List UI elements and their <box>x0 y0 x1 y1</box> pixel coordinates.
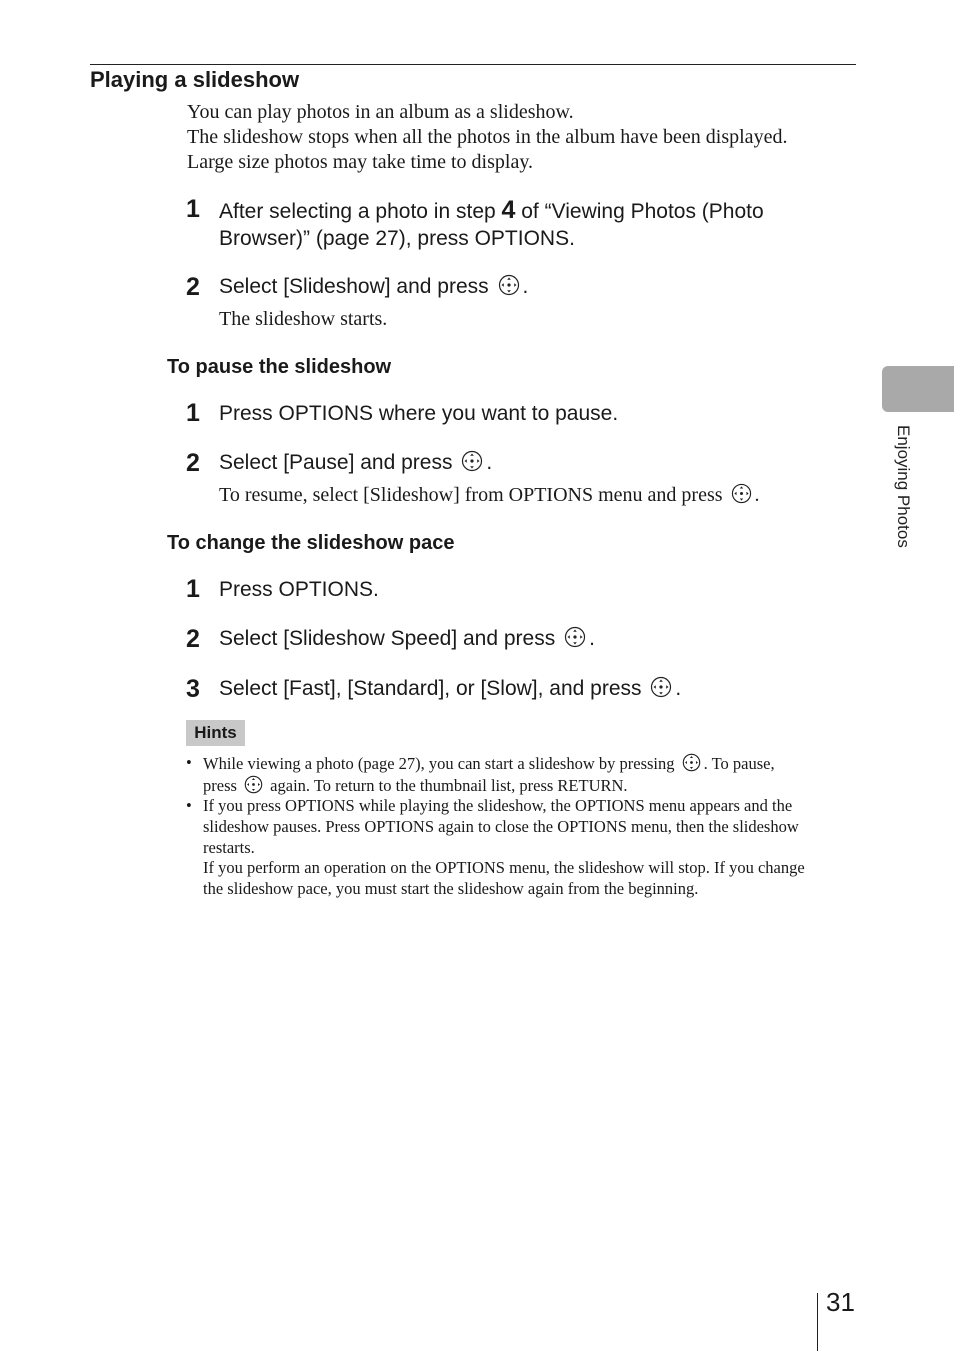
section-title: Playing a slideshow <box>90 67 300 92</box>
pause-heading: To pause the slideshow <box>167 356 392 378</box>
pace-heading: To change the slideshow pace <box>167 532 455 554</box>
step-text <box>219 625 595 652</box>
intro-line: Large size photos may take time to display. <box>187 151 534 173</box>
step-number: 1 <box>186 575 200 603</box>
step-text-part: . <box>522 275 529 298</box>
step-text: Press OPTIONS where you want to pause. <box>219 402 619 425</box>
section-tab-label: Enjoying Photos <box>894 425 913 548</box>
hint-text-part: . To pause, <box>703 754 775 773</box>
hints-badge: Hints <box>186 720 245 746</box>
bullet: • <box>186 753 192 772</box>
note-text: To resume, select [Slideshow] from OPTIONS menu and press <box>219 484 723 506</box>
step-text-part: Browser)” (page 27), press OPTIONS. <box>219 227 575 250</box>
step-text-part: . <box>589 627 595 650</box>
header-rule <box>90 64 856 65</box>
hint-line: restarts. <box>203 837 255 857</box>
hint-line: If you perform an operation on the OPTIONS menu, the slideshow will stop. If you change <box>203 858 805 878</box>
intro-line: The slideshow stops when all the photos in the album have been displayed. <box>187 126 788 148</box>
hint-line: the slideshow pace, you must start the slideshow again from the beginning. <box>203 879 699 899</box>
hint-line: slideshow pauses. Press OPTIONS again to close the OPTIONS menu, then the slideshow <box>203 816 799 836</box>
step-text-part: After selecting a photo in step <box>219 200 502 223</box>
hint-text <box>203 796 855 900</box>
step-text <box>219 449 492 476</box>
step-note: The slideshow starts. <box>219 308 388 330</box>
hint-text-part: press <box>203 775 237 795</box>
step-number: 1 <box>186 195 200 223</box>
step-text-part: of “Viewing Photos (Photo <box>515 200 764 223</box>
intro-paragraph <box>187 100 787 175</box>
step-number: 2 <box>186 449 200 477</box>
enter-button-icon <box>498 274 520 296</box>
step-text-part: Select [Pause] and press <box>219 451 453 474</box>
step-text <box>219 675 681 702</box>
page-number: 31 <box>826 1287 855 1317</box>
hint-text <box>203 753 855 797</box>
hint-line: If you press OPTIONS while playing the slideshow, the OPTIONS menu appears and the <box>203 796 793 815</box>
step-number: 2 <box>186 625 200 653</box>
step-text-part: Select [Slideshow] and press <box>219 275 489 298</box>
step-text <box>219 197 764 252</box>
hint-text-part: While viewing a photo (page 27), you can start a slideshow by pressing <box>203 754 675 773</box>
step-text <box>219 273 528 300</box>
step-number: 2 <box>186 273 200 301</box>
step-text-part: Select [Fast], [Standard], or [Slow], and press <box>219 677 642 700</box>
step-note <box>219 483 760 507</box>
step-text-part: . <box>486 451 493 474</box>
intro-line: You can play photos in an album as a slideshow. <box>187 101 574 123</box>
step-number: 1 <box>186 399 200 427</box>
enter-button-icon <box>682 753 701 772</box>
page-number-rule <box>817 1293 818 1351</box>
enter-button-icon <box>244 775 263 794</box>
step-number: 3 <box>186 675 200 703</box>
enter-button-icon <box>564 626 586 648</box>
step-text-part: . <box>675 677 682 700</box>
step-ref-number: 4 <box>501 196 516 224</box>
enter-button-icon <box>650 676 672 698</box>
note-text: . <box>754 484 760 506</box>
step-text-part: Select [Slideshow Speed] and press <box>219 627 556 650</box>
bullet: • <box>186 796 192 815</box>
enter-button-icon <box>731 483 752 504</box>
enter-button-icon <box>461 450 483 472</box>
hint-text-part: again. To return to the thumbnail list, press RETURN. <box>270 775 628 795</box>
section-tab <box>882 366 954 412</box>
step-text: Press OPTIONS. <box>219 578 379 601</box>
